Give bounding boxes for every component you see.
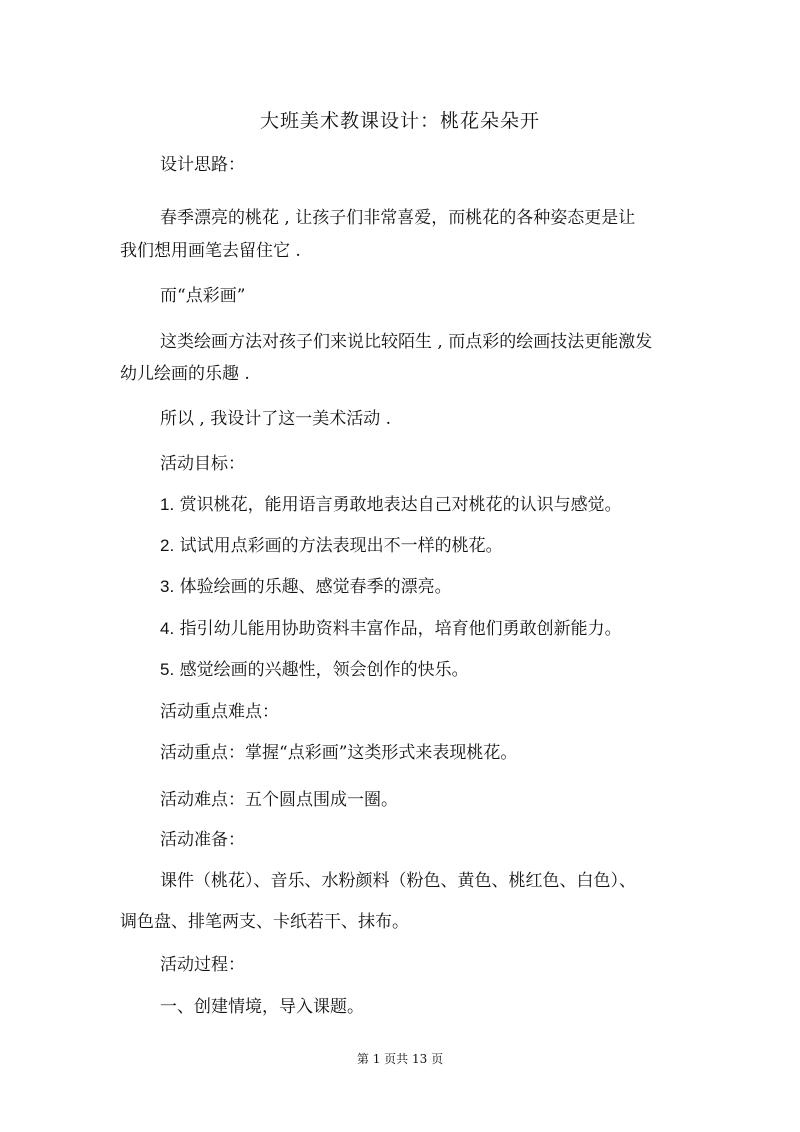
goal-text: 指引幼儿能用协助资料丰富作品，培育他们勇敢创新能力。: [179, 619, 622, 639]
key-point: 活动重点：掌握“点彩画”这类形式来表现桃花。: [160, 743, 518, 763]
prep-line: 调色盘、排笔两支、卡纸若干、抹布。: [120, 912, 409, 932]
goal-text: 赏识桃花，能用语言勇敢地表达自己对桃花的认识与感觉。: [179, 495, 622, 515]
goal-number: 1.: [160, 495, 175, 514]
goal-item: [0, 490, 800, 515]
design-paragraph-line: 幼儿绘画的乐趣 .: [120, 364, 250, 384]
key-heading: 活动重点难点：: [160, 702, 279, 722]
goal-text: 体验绘画的乐趣、感觉春季的漂亮。: [179, 577, 452, 597]
difficult-point: 活动难点：五个圆点围成一圈。: [160, 790, 398, 810]
goal-item: [0, 572, 800, 597]
design-paragraph-line: 我们想用画笔去留住它 .: [120, 241, 301, 261]
design-paragraph-line: 这类绘画方法对孩子们来说比较陌生 , 而点彩的绘画技法更能激发: [160, 332, 653, 352]
prep-line: 课件（桃花）、音乐、水粉颜料（粉色、黄色、桃红色、白色）、: [160, 871, 636, 891]
step-item: 一、创建情境，导入课题。: [160, 997, 364, 1017]
process-heading: 活动过程：: [160, 955, 245, 975]
goal-item: [0, 531, 800, 556]
goal-number: 3.: [160, 577, 175, 596]
goal-item: [0, 655, 800, 680]
goal-item: [0, 614, 800, 639]
design-heading: 设计思路：: [160, 155, 245, 175]
goal-text: 感觉绘画的兴趣性，领会创作的快乐。: [179, 660, 469, 680]
design-paragraph: 而“点彩画”: [160, 286, 246, 306]
design-paragraph: 所以 , 我设计了这一美术活动 .: [160, 409, 392, 429]
design-paragraph-line: 春季漂亮的桃花 , 让孩子们非常喜爱，而桃花的各种姿态更是让: [160, 208, 636, 228]
goal-number: 5.: [160, 660, 175, 679]
goal-number: 2.: [160, 536, 175, 555]
page-footer: 第 1 页共 13 页: [356, 1052, 444, 1066]
goals-heading: 活动目标：: [160, 454, 245, 474]
goal-number: 4.: [160, 619, 175, 638]
prep-heading: 活动准备：: [160, 830, 245, 850]
goal-text: 试试用点彩画的方法表现出不一样的桃花。: [179, 536, 503, 556]
document-title: 大班美术教课设计：桃花朵朵开: [259, 110, 540, 132]
